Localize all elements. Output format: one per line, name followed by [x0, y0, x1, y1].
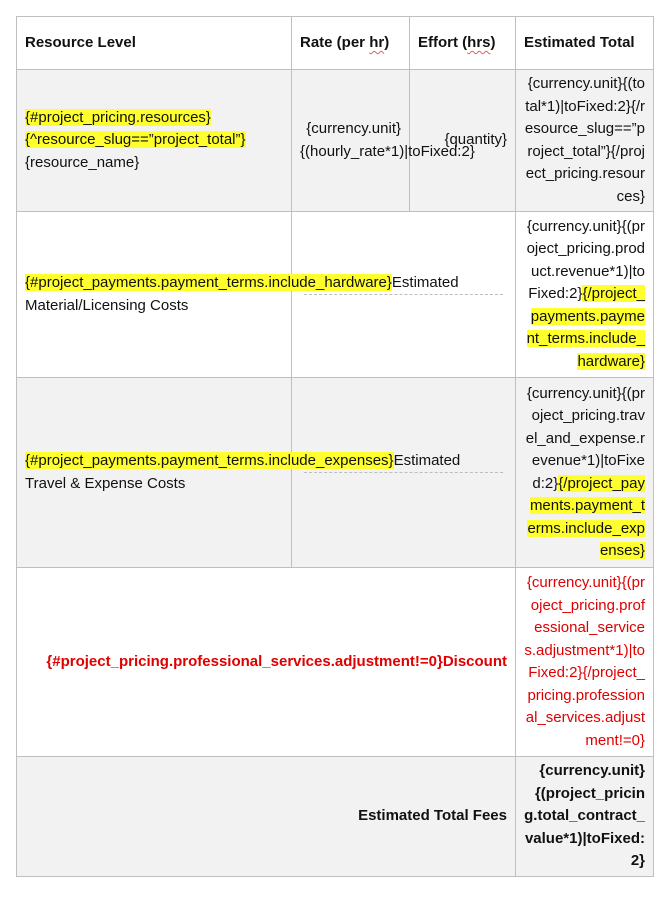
hardware-close-tag: {/project_payments.payment_terms.include_hardware} [526, 285, 645, 370]
hardware-condition-tag: {#project_payments.payment_terms.include_hardware} [25, 274, 392, 291]
hardware-total [516, 212, 654, 378]
header-rate: Rate (per hr) [292, 17, 410, 70]
discount-label: {#project_pricing.professional_services.adjustment!=0}Discount [17, 568, 516, 757]
hardware-empty-cell [292, 212, 516, 378]
hardware-name: Estimated Material/Licensing Costs [25, 274, 459, 314]
resources-loop-tag: {#project_pricing.resources}{^resource_slug==”project_total”} [25, 108, 246, 149]
resources-total: {currency.unit}{(total*1)|toFixed:2}{/resource_slug==”project_total”}{/project_pricing.resources} [516, 70, 654, 212]
discount-total: {currency.unit}{(project_pricing.professional_services.adjustment*1)|toFixed:2}{/project_pricing.professional_services.adjustment!=0} [516, 568, 654, 757]
discount-row [17, 568, 654, 757]
expenses-name-cell [17, 378, 461, 568]
resources-row [17, 70, 654, 212]
hardware-divider [304, 294, 503, 295]
expenses-total-value: {currency.unit}{(project_pricing.travel_and_expense.revenue*1)|toFixed:2} [525, 384, 645, 492]
resources-rate: {currency.unit}{(hourly_rate*1)|toFixed:2} [292, 70, 410, 212]
fees-row [17, 757, 654, 877]
expenses-close-tag: {/project_payments.payment_terms.include_expenses} [527, 474, 645, 559]
fees-total: {currency.unit}{(project_pricing.total_contract_value*1)|toFixed:2} [516, 757, 654, 877]
hardware-name-cell [17, 212, 459, 378]
hardware-total-value: {currency.unit}{(project_pricing.product.revenue*1)|toFixed:2} [526, 217, 645, 303]
expenses-row [17, 378, 654, 568]
hardware-row [17, 212, 654, 378]
resources-effort: {quantity} [410, 70, 516, 212]
pricing-table [16, 16, 654, 877]
header-resource-level: Resource Level [17, 17, 292, 70]
expenses-condition-tag: {#project_payments.payment_terms.include_expenses} [25, 452, 394, 469]
header-estimated-total: Estimated Total [516, 17, 654, 70]
expenses-empty-cell [292, 378, 516, 568]
fees-label: Estimated Total Fees [17, 757, 516, 877]
expenses-total [516, 378, 654, 568]
header-row [17, 17, 654, 70]
expenses-name: Estimated Travel & Expense Costs [25, 452, 461, 492]
header-effort: Effort (hrs) [410, 17, 516, 70]
resources-name: {resource_name} [25, 153, 140, 171]
resources-name-cell [17, 70, 292, 212]
expenses-divider [304, 472, 503, 473]
